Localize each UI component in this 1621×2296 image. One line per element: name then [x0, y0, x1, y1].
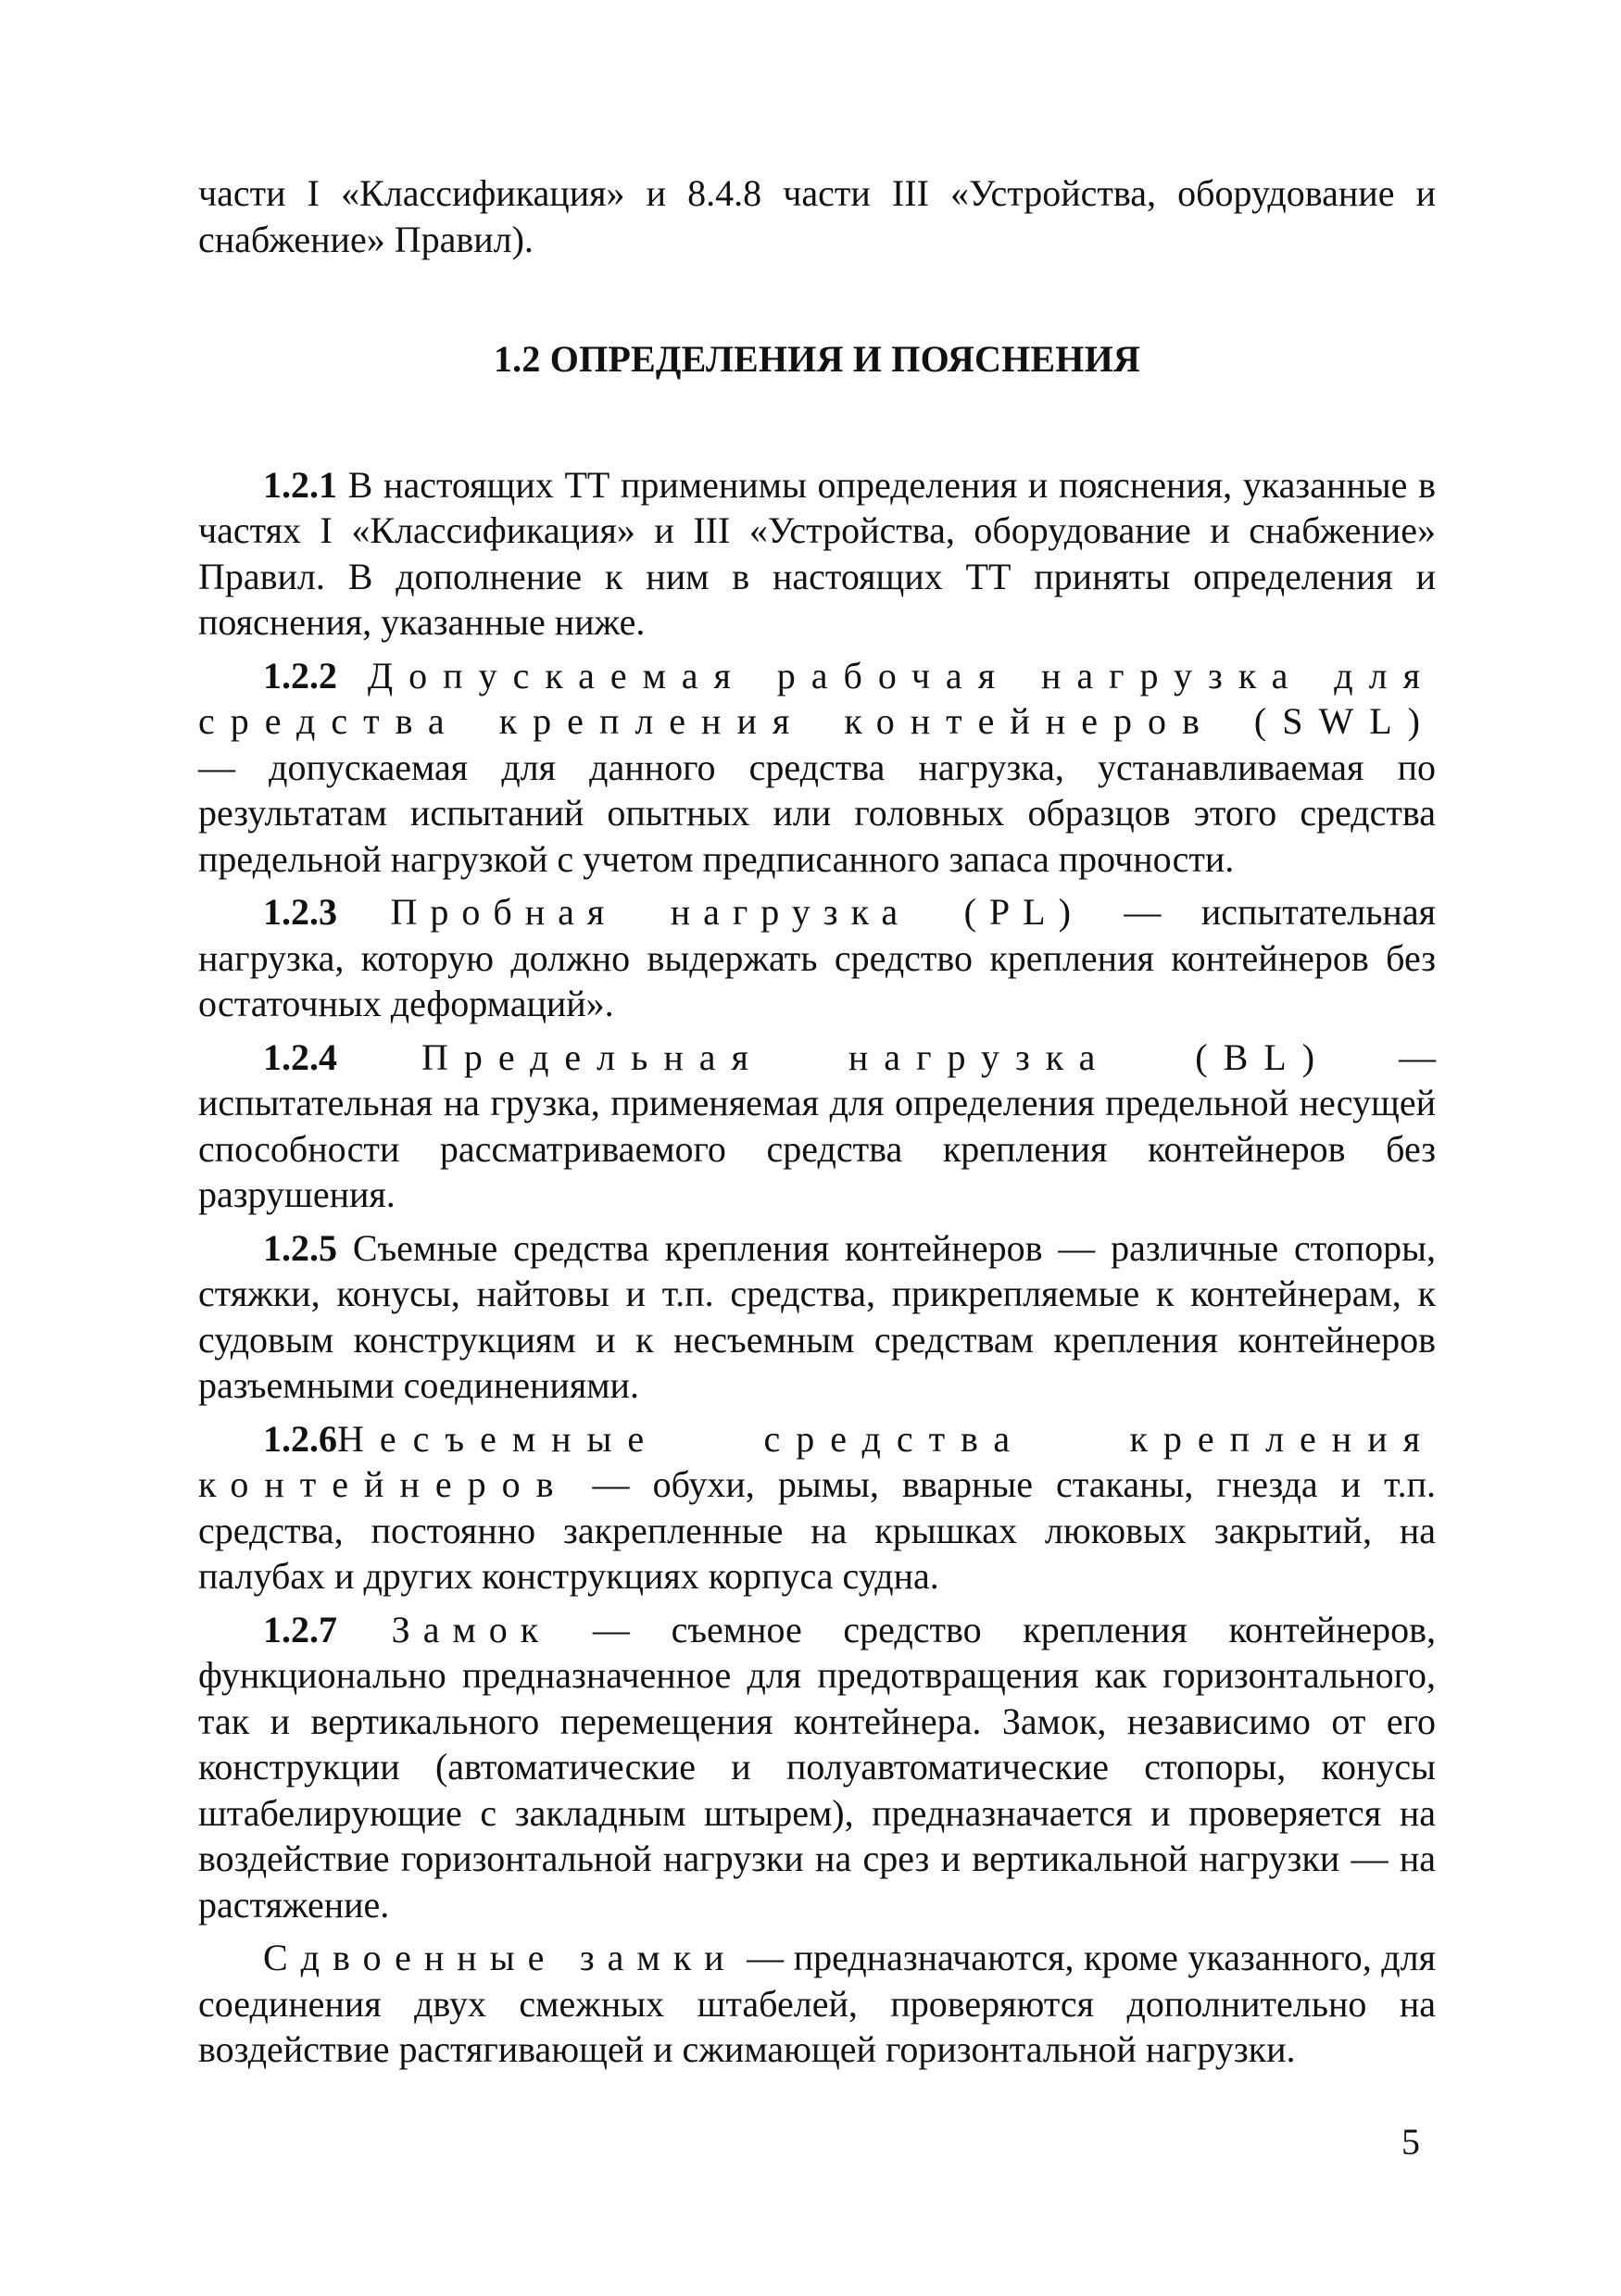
paragraph-number: 1.2.2 [263, 654, 337, 696]
paragraph-1-2-1 [198, 462, 1436, 646]
paragraph-number: 1.2.5 [263, 1226, 337, 1269]
term-text: Пробная нагрузка (PL) [337, 891, 1084, 933]
paragraph-1-2-5 [198, 1225, 1436, 1409]
paragraph-number: 1.2.1 [263, 463, 337, 506]
page-number: 5 [1401, 2121, 1420, 2163]
paragraph-1-2-2 [198, 653, 1436, 883]
paragraph-text: — съемное средство крепления контейнеров, функционально предназначенное для предотвращения как горизонтального, так и вертикального перемещения контейнера. Замок, независимо от его конструкции (автоматические и полуавтоматические стопоры, конусы штабелирующие с закладным штырем), предназначается и проверяется на воздействие горизонтальной нагрузки на срез и вертикальной нагрузки — на растяжение. [198, 1608, 1436, 1926]
paragraph-number: 1.2.6 [263, 1417, 337, 1460]
paragraph-1-2-3 [198, 889, 1436, 1027]
term-text: Допускаемая рабочая нагрузка для средства крепления контейнеров (SWL) [198, 654, 1436, 742]
document-body [198, 170, 1436, 2073]
paragraph-text: — допускаемая для данного средства нагрузка, устанавливаемая по результатам испытаний опытных или головных образцов этого средства предельной нагрузкой с учетом предписанного запаса прочности. [198, 746, 1436, 880]
paragraph-text: Съемные средства крепления контейнеров — различные стопоры, стяжки, конусы, найтовы и т.п. средства, прикрепляемые к контейнерам, к судовым конструкциям и к несъемным средствам крепления контейнеров разъемными соединениями. [198, 1226, 1436, 1406]
paragraph-text: В настоящих ТТ применимы определения и пояснения, указанные в частях I «Классификация» и III «Устройства, оборудование и снабжение» Правил. В дополнение к ним в настоящих ТТ приняты определения и пояснения, указанные ниже. [198, 463, 1436, 643]
term-text: Замок [337, 1608, 552, 1650]
paragraph-text: — испытательная нагрузка, которую должно выдержать средство крепления контейнеров без остаточных деформаций». [198, 891, 1436, 1024]
term-text: Сдвоенные замки [263, 1937, 737, 1978]
paragraph-number: 1.2.3 [263, 891, 337, 933]
term-text: Несъемные средства крепления контейнеров [198, 1417, 1436, 1505]
paragraph-1-2-7 [198, 1607, 1436, 1928]
paragraph-double-locks [198, 1935, 1436, 2073]
term-text: Предельная нагрузка (BL) [337, 1035, 1331, 1078]
paragraph-1-2-4 [198, 1035, 1436, 1218]
section-heading: 1.2 ОПРЕДЕЛЕНИЯ И ПОЯСНЕНИЯ [493, 338, 1141, 380]
intro-paragraph: части I «Классификация» и 8.4.8 части III «Устройства, оборудование и снабжение» Правил). [198, 172, 1436, 260]
paragraph-text: — предназначаются, кроме указанного, для соединения двух смежных штабелей, проверяются дополнительно на воздействие растягивающей и сжимающей горизонтальной нагрузки. [198, 1937, 1436, 2070]
paragraph-text: — испытательная на грузка, применяемая для определения предельной несущей способности рассматриваемого средства крепления контейнеров без разрушения. [198, 1035, 1437, 1215]
paragraph-number: 1.2.7 [263, 1608, 337, 1650]
paragraph-number: 1.2.4 [263, 1035, 337, 1078]
paragraph-1-2-6 [198, 1416, 1436, 1600]
paragraph-text: — обухи, рымы, вварные стаканы, гнезда и т.п. средства, постоянно закрепленные на крышках люковых закрытий, на палубах и других конструкциях корпуса судна. [198, 1463, 1436, 1597]
